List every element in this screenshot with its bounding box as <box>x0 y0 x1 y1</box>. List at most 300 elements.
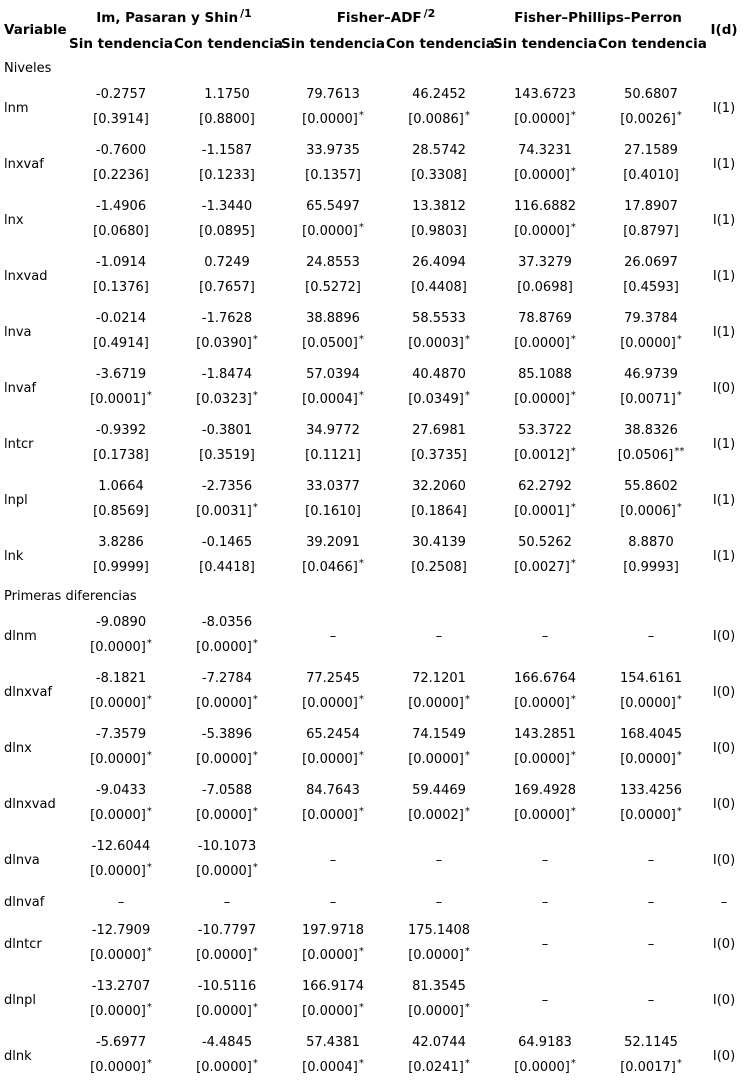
variable-name: lnva <box>4 324 32 340</box>
p-value-text: [0.0000] <box>90 864 146 879</box>
p-value <box>174 804 280 832</box>
test-statistic: 57.4381 <box>306 1035 360 1050</box>
statistic-cell <box>174 972 280 1028</box>
p-value-text: [0.8797] <box>623 224 679 239</box>
p-value <box>174 332 280 360</box>
not-available-dash: – <box>329 894 337 910</box>
p-value <box>492 276 598 304</box>
p-value <box>492 556 598 584</box>
test-statistic: 0.7249 <box>204 255 250 270</box>
test-statistic: 8.8870 <box>628 535 674 550</box>
variable-name: dlnx <box>4 740 32 756</box>
p-value <box>280 1056 386 1084</box>
statistic-cell <box>492 720 598 776</box>
significance-star: * <box>252 502 258 513</box>
significance-star: * <box>358 946 364 957</box>
statistic-cell <box>598 80 704 136</box>
p-value-text: [0.0000] <box>90 752 146 767</box>
significance-star: * <box>358 222 364 233</box>
test-statistic: -1.0914 <box>95 255 147 270</box>
column-subheader-sin-tendencia: Sin tendencia <box>68 36 174 52</box>
p-value-text: [0.4408] <box>411 280 467 295</box>
significance-star: * <box>252 334 258 345</box>
statistic-cell <box>492 528 598 584</box>
p-value-text: [0.0349] <box>408 392 464 407</box>
p-value <box>174 860 280 888</box>
test-statistic: -12.6044 <box>91 839 151 854</box>
p-value <box>68 692 174 720</box>
p-value <box>598 388 704 416</box>
p-value <box>386 1056 492 1084</box>
test-statistic: 77.2545 <box>306 671 360 686</box>
statistic-cell <box>598 248 704 304</box>
test-statistic: 168.4045 <box>620 727 683 742</box>
significance-star: * <box>676 110 682 121</box>
group-label: Im, Pasaran y Shin <box>96 10 239 26</box>
not-available-dash: – <box>541 936 549 952</box>
statistic-cell <box>280 304 386 360</box>
variable-name: dlnm <box>4 628 37 644</box>
test-statistic: 33.9735 <box>306 143 360 158</box>
significance-star: * <box>464 390 470 401</box>
p-value-text: [0.0017] <box>620 1060 676 1075</box>
p-value <box>280 108 386 136</box>
p-value <box>492 500 598 528</box>
p-value <box>68 636 174 664</box>
p-value-text: [0.0000] <box>514 392 570 407</box>
statistic-cell <box>280 832 386 888</box>
integration-order: I(1) <box>712 492 736 508</box>
p-value <box>68 804 174 832</box>
statistic-cell <box>492 192 598 248</box>
p-value-text: [0.0086] <box>408 112 464 127</box>
test-statistic: 78.8769 <box>518 311 572 326</box>
table-row <box>0 80 744 136</box>
p-value <box>174 748 280 776</box>
statistic-cell <box>598 832 704 888</box>
statistic-cell <box>492 664 598 720</box>
statistic-cell <box>280 888 386 916</box>
statistic-cell <box>492 472 598 528</box>
statistic-cell <box>598 888 704 916</box>
test-statistic: 1.1750 <box>204 87 250 102</box>
p-value <box>386 1000 492 1028</box>
p-value <box>492 108 598 136</box>
p-value-text: [0.0000] <box>302 808 358 823</box>
p-value-text: [0.0500] <box>302 336 358 351</box>
p-value-text: [0.3308] <box>411 168 467 183</box>
test-statistic: 27.6981 <box>412 423 466 438</box>
statistic-cell <box>280 608 386 664</box>
statistic-cell <box>68 608 174 664</box>
p-value <box>280 804 386 832</box>
significance-star: * <box>358 334 364 345</box>
significance-star: * <box>570 806 576 817</box>
p-value <box>598 444 704 472</box>
statistic-cell <box>492 1028 598 1084</box>
p-value-text: [0.4593] <box>623 280 679 295</box>
column-subheader-con-tendencia: Con tendencia <box>174 36 283 52</box>
integration-order: I(0) <box>712 740 736 756</box>
table-row <box>0 416 744 472</box>
significance-star: * <box>146 694 152 705</box>
test-statistic: -8.0356 <box>201 615 253 630</box>
statistic-cell <box>386 608 492 664</box>
p-value-text: [0.4010] <box>623 168 679 183</box>
statistic-cell <box>68 472 174 528</box>
significance-star: * <box>358 1002 364 1013</box>
statistic-cell <box>174 80 280 136</box>
statistic-cell <box>492 136 598 192</box>
statistic-cell <box>386 1028 492 1084</box>
p-value <box>68 164 174 192</box>
statistic-cell <box>68 664 174 720</box>
significance-star: * <box>252 862 258 873</box>
p-value-text: [0.3519] <box>199 448 255 463</box>
statistic-cell <box>174 248 280 304</box>
test-statistic: 74.3231 <box>518 143 572 158</box>
group-label: Fisher–Phillips–Perron <box>514 10 682 26</box>
table-row <box>0 1028 744 1084</box>
test-statistic: -1.3440 <box>201 199 253 214</box>
test-statistic: -8.1821 <box>95 671 147 686</box>
test-statistic: 46.2452 <box>412 87 466 102</box>
p-value <box>280 944 386 972</box>
test-statistic: -4.4845 <box>201 1035 253 1050</box>
test-statistic: 133.4256 <box>620 783 683 798</box>
p-value <box>492 332 598 360</box>
p-value-text: [0.8569] <box>93 504 149 519</box>
table-row <box>0 720 744 776</box>
p-value <box>492 164 598 192</box>
p-value-text: [0.3914] <box>93 112 149 127</box>
test-statistic: -1.4906 <box>95 199 147 214</box>
statistic-cell <box>280 720 386 776</box>
p-value-text: [0.0000] <box>302 224 358 239</box>
table-row <box>0 248 744 304</box>
statistic-cell <box>492 304 598 360</box>
significance-star: * <box>252 750 258 761</box>
integration-order: – <box>720 894 728 910</box>
statistic-cell <box>68 888 174 916</box>
statistic-cell <box>598 528 704 584</box>
test-statistic: 38.8326 <box>624 423 678 438</box>
test-statistic: -5.6977 <box>95 1035 147 1050</box>
p-value-text: [0.0000] <box>408 948 464 963</box>
statistic-cell <box>386 192 492 248</box>
statistic-cell <box>280 1028 386 1084</box>
test-statistic: 52.1145 <box>624 1035 678 1050</box>
p-value <box>174 692 280 720</box>
statistic-cell <box>68 720 174 776</box>
significance-star: * <box>676 390 682 401</box>
p-value <box>280 220 386 248</box>
integration-order: I(0) <box>712 684 736 700</box>
significance-star: * <box>146 862 152 873</box>
table-row <box>0 360 744 416</box>
test-statistic: 28.5742 <box>412 143 466 158</box>
p-value <box>598 500 704 528</box>
variable-name: dlnxvaf <box>4 684 53 700</box>
test-statistic: -7.2784 <box>201 671 253 686</box>
p-value-text: [0.0000] <box>514 224 570 239</box>
integration-order: I(1) <box>712 548 736 564</box>
p-value <box>68 220 174 248</box>
column-subheader-con-tendencia: Con tendencia <box>386 36 495 52</box>
p-value-text: [0.0000] <box>514 112 570 127</box>
p-value-text: [0.0031] <box>196 504 252 519</box>
test-statistic: 27.1589 <box>624 143 678 158</box>
statistic-cell <box>386 304 492 360</box>
test-statistic: 65.5497 <box>306 199 360 214</box>
section-title-row <box>0 584 744 608</box>
not-available-dash: – <box>329 628 337 644</box>
significance-star: * <box>252 946 258 957</box>
p-value <box>386 748 492 776</box>
not-available-dash: – <box>647 894 655 910</box>
significance-star: * <box>146 946 152 957</box>
p-value <box>68 1000 174 1028</box>
test-statistic: 50.5262 <box>518 535 572 550</box>
significance-star: * <box>146 638 152 649</box>
p-value-text: [0.0000] <box>90 640 146 655</box>
statistic-cell <box>386 136 492 192</box>
integration-order: I(0) <box>712 992 736 1008</box>
integration-order: I(1) <box>712 324 736 340</box>
test-statistic: 85.1088 <box>518 367 572 382</box>
test-statistic: 143.2851 <box>514 727 577 742</box>
p-value-text: [0.0000] <box>302 696 358 711</box>
significance-star: * <box>570 502 576 513</box>
p-value-text: [0.0000] <box>302 112 358 127</box>
statistic-cell <box>598 360 704 416</box>
p-value-text: [0.0006] <box>620 504 676 519</box>
p-value-text: [0.1376] <box>93 280 149 295</box>
p-value-text: [0.0000] <box>90 808 146 823</box>
p-value-text: [0.0000] <box>408 752 464 767</box>
p-value <box>386 692 492 720</box>
integration-order: I(0) <box>712 936 736 952</box>
significance-star: * <box>146 1058 152 1069</box>
statistic-cell <box>492 416 598 472</box>
significance-star: ** <box>674 446 685 457</box>
statistic-cell <box>68 360 174 416</box>
p-value-text: [0.0000] <box>514 752 570 767</box>
p-value-text: [0.1233] <box>199 168 255 183</box>
test-statistic: -0.9392 <box>95 423 147 438</box>
test-statistic: 58.5533 <box>412 311 466 326</box>
test-statistic: 175.1408 <box>407 923 471 938</box>
statistic-cell <box>68 136 174 192</box>
p-value <box>280 500 386 528</box>
significance-star: * <box>146 806 152 817</box>
statistic-cell <box>174 664 280 720</box>
significance-star: * <box>570 750 576 761</box>
p-value <box>280 748 386 776</box>
statistic-cell <box>492 80 598 136</box>
statistic-cell <box>386 972 492 1028</box>
p-value-text: [0.3735] <box>411 448 467 463</box>
table-row <box>0 972 744 1028</box>
p-value <box>68 332 174 360</box>
test-statistic: 81.3545 <box>412 979 466 994</box>
statistic-cell <box>280 776 386 832</box>
test-statistic: -1.1587 <box>201 143 253 158</box>
table-row <box>0 136 744 192</box>
significance-star: * <box>676 694 682 705</box>
integration-order: I(0) <box>712 796 736 812</box>
significance-star: * <box>676 750 682 761</box>
significance-star: * <box>358 1058 364 1069</box>
p-value-text: [0.0000] <box>196 752 252 767</box>
p-value-text: [0.1357] <box>305 168 361 183</box>
p-value <box>280 332 386 360</box>
table-body <box>0 56 744 1084</box>
p-value-text: [0.0026] <box>620 112 676 127</box>
statistic-cell <box>386 80 492 136</box>
significance-star: * <box>570 694 576 705</box>
p-value-text: [0.0000] <box>514 168 570 183</box>
table-row <box>0 472 744 528</box>
variable-name: lnpl <box>4 492 28 508</box>
test-statistic: 32.2060 <box>412 479 466 494</box>
p-value <box>598 164 704 192</box>
p-value-text: [0.0000] <box>90 948 146 963</box>
test-statistic: -0.3801 <box>201 423 253 438</box>
p-value-text: [0.0000] <box>514 808 570 823</box>
p-value-text: [0.0002] <box>408 808 464 823</box>
variable-name: dlnpl <box>4 992 36 1008</box>
statistic-cell <box>492 360 598 416</box>
variable-name: lnxvaf <box>4 156 44 172</box>
p-value-text: [0.2508] <box>411 560 467 575</box>
test-statistic: 39.2091 <box>306 535 360 550</box>
significance-star: * <box>570 558 576 569</box>
not-available-dash: – <box>435 852 443 868</box>
statistic-cell <box>68 1028 174 1084</box>
test-statistic: 24.8553 <box>306 255 360 270</box>
p-value-text: [0.0000] <box>90 696 146 711</box>
statistic-cell <box>598 608 704 664</box>
not-available-dash: – <box>647 992 655 1008</box>
test-statistic: 40.4870 <box>412 367 466 382</box>
variable-name: lnvaf <box>4 380 37 396</box>
p-value <box>386 388 492 416</box>
statistic-cell <box>174 472 280 528</box>
test-statistic: -7.0588 <box>201 783 253 798</box>
significance-star: * <box>252 390 258 401</box>
variable-name: lntcr <box>4 436 34 452</box>
significance-star: * <box>358 390 364 401</box>
p-value <box>598 1056 704 1084</box>
p-value-text: [0.0000] <box>408 1004 464 1019</box>
column-subheader-con-tendencia: Con tendencia <box>598 36 707 52</box>
p-value-text: [0.2236] <box>93 168 149 183</box>
significance-star: * <box>464 946 470 957</box>
test-statistic: -9.0433 <box>95 783 147 798</box>
integration-order: I(0) <box>712 852 736 868</box>
header-group-row <box>0 4 744 32</box>
p-value-text: [0.0000] <box>620 752 676 767</box>
test-statistic: 74.1549 <box>412 727 466 742</box>
p-value <box>280 444 386 472</box>
not-available-dash: – <box>541 852 549 868</box>
test-statistic: 30.4139 <box>412 535 466 550</box>
p-value <box>280 1000 386 1028</box>
p-value-text: [0.9803] <box>411 224 467 239</box>
test-statistic: 79.7613 <box>306 87 360 102</box>
p-value-text: [0.0000] <box>196 808 252 823</box>
statistic-cell <box>68 192 174 248</box>
significance-star: * <box>570 166 576 177</box>
significance-star: * <box>464 1058 470 1069</box>
not-available-dash: – <box>117 894 125 910</box>
not-available-dash: – <box>329 852 337 868</box>
significance-star: * <box>570 110 576 121</box>
p-value <box>598 332 704 360</box>
p-value <box>174 636 280 664</box>
table-row <box>0 832 744 888</box>
test-statistic: -12.7909 <box>91 923 151 938</box>
test-statistic: 59.4469 <box>412 783 466 798</box>
statistic-cell <box>174 192 280 248</box>
p-value-text: [0.0001] <box>90 392 146 407</box>
test-statistic: -3.6719 <box>95 367 147 382</box>
significance-star: * <box>570 334 576 345</box>
statistic-cell <box>174 1028 280 1084</box>
variable-name: lnxvad <box>4 268 48 284</box>
test-statistic: 79.3784 <box>624 311 678 326</box>
p-value <box>174 444 280 472</box>
test-statistic: 197.9718 <box>301 923 365 938</box>
p-value-text: [0.8800] <box>199 112 255 127</box>
column-group-im-pasaran-shin <box>68 4 280 32</box>
statistic-cell <box>386 528 492 584</box>
p-value <box>68 388 174 416</box>
p-value-text: [0.0003] <box>408 336 464 351</box>
statistic-cell <box>598 304 704 360</box>
column-subheader-sin-tendencia: Sin tendencia <box>280 36 386 52</box>
p-value-text: [0.4418] <box>199 560 255 575</box>
test-statistic: 169.4928 <box>514 783 577 798</box>
test-statistic: -10.1073 <box>197 839 257 854</box>
p-value-text: [0.0000] <box>620 696 676 711</box>
p-value <box>68 860 174 888</box>
table-row <box>0 192 744 248</box>
table-row <box>0 664 744 720</box>
statistic-cell <box>598 664 704 720</box>
p-value-text: [0.0000] <box>196 1004 252 1019</box>
statistic-cell <box>492 248 598 304</box>
p-value <box>386 164 492 192</box>
column-header-variable: Variable <box>4 22 67 38</box>
p-value <box>174 1056 280 1084</box>
test-statistic: 37.3279 <box>518 255 572 270</box>
p-value-text: [0.5272] <box>305 280 361 295</box>
significance-star: * <box>464 750 470 761</box>
p-value <box>492 804 598 832</box>
statistic-cell <box>598 416 704 472</box>
test-statistic: -10.7797 <box>197 923 257 938</box>
not-available-dash: – <box>647 628 655 644</box>
statistic-cell <box>386 832 492 888</box>
statistic-cell <box>174 136 280 192</box>
test-statistic: 166.6764 <box>514 671 577 686</box>
variable-name: dlnva <box>4 852 40 868</box>
statistic-cell <box>280 528 386 584</box>
integration-order: I(1) <box>712 100 736 116</box>
test-statistic: 143.6723 <box>514 87 577 102</box>
